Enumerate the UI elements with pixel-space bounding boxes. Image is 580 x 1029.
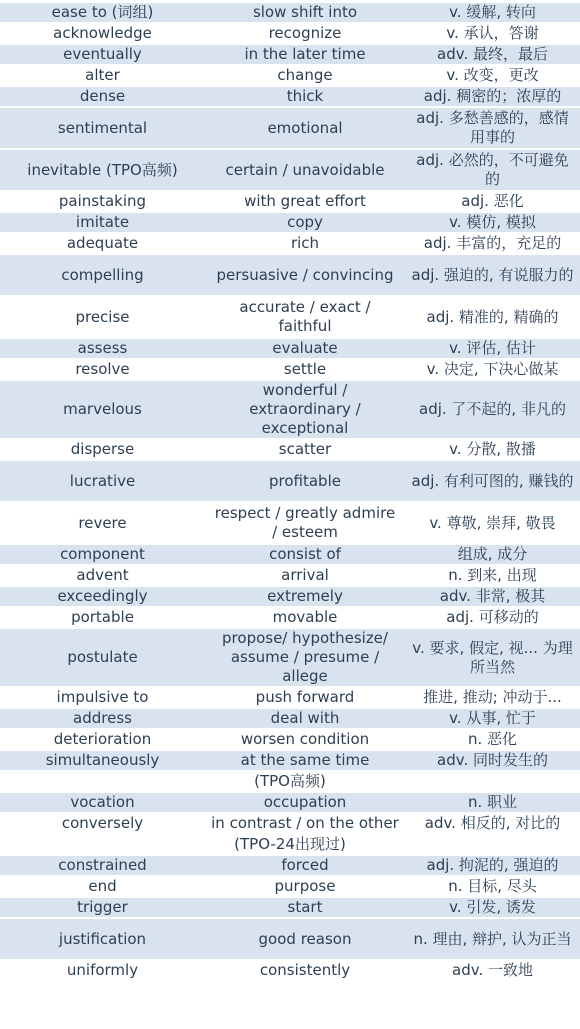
definition-cell: adj. 稠密的；浓厚的 <box>405 87 580 106</box>
word-cell: address <box>0 709 205 728</box>
definition-cell: adj. 精准的, 精确的 <box>405 297 580 337</box>
table-row <box>0 688 580 707</box>
word-cell: precise <box>0 297 205 337</box>
word-cell: justification <box>0 919 205 959</box>
note-row <box>0 772 580 791</box>
table-row <box>0 234 580 253</box>
word-cell: trigger <box>0 898 205 917</box>
synonym-cell: at the same time <box>205 751 405 770</box>
synonym-cell: respect / greatly admire / esteem <box>205 503 405 543</box>
definition-cell: v. 尊敬, 崇拜, 敬畏 <box>405 503 580 543</box>
definition-cell: 组成, 成分 <box>405 545 580 564</box>
definition-cell: v. 决定, 下决心做某 <box>405 360 580 379</box>
synonym-cell: worsen condition <box>205 730 405 749</box>
table-row <box>0 566 580 585</box>
word-cell: resolve <box>0 360 205 379</box>
table-row <box>0 66 580 85</box>
definition-cell: v. 要求, 假定, 视... 为理所当然 <box>405 629 580 686</box>
synonym-cell: consistently <box>205 961 405 980</box>
definition-cell: v. 评估, 估计 <box>405 339 580 358</box>
word-cell: eventually <box>0 45 205 64</box>
table-row <box>0 961 580 980</box>
table-row <box>0 213 580 232</box>
table-row <box>0 440 580 459</box>
definition-cell: adv. 非常, 极其 <box>405 587 580 606</box>
synonym-cell: arrival <box>205 566 405 585</box>
word-cell: constrained <box>0 856 205 875</box>
table-row <box>0 87 580 106</box>
table-row <box>0 461 580 501</box>
word-cell: assess <box>0 339 205 358</box>
synonym-cell: scatter <box>205 440 405 459</box>
synonym-cell: evaluate <box>205 339 405 358</box>
table-row <box>0 730 580 749</box>
word-cell: disperse <box>0 440 205 459</box>
definition-cell: n. 理由, 辩护, 认为正当 <box>405 919 580 959</box>
synonym-cell: push forward <box>205 688 405 707</box>
synonym-cell: forced <box>205 856 405 875</box>
definition-cell: adv. 相反的, 对比的 <box>405 814 580 833</box>
table-row <box>0 587 580 606</box>
table-row <box>0 709 580 728</box>
definition-cell: adv. 最终，最后 <box>405 45 580 64</box>
synonym-cell: recognize <box>205 24 405 43</box>
note-row <box>0 835 580 854</box>
word-cell: uniformly <box>0 961 205 980</box>
vocabulary-table-body <box>0 3 580 980</box>
table-row <box>0 814 580 833</box>
definition-cell: adj. 丰富的，充足的 <box>405 234 580 253</box>
table-row <box>0 608 580 627</box>
definition-cell: adj. 了不起的, 非凡的 <box>405 381 580 438</box>
table-row <box>0 255 580 295</box>
word-cell: revere <box>0 503 205 543</box>
synonym-cell: accurate / exact / faithful <box>205 297 405 337</box>
table-row <box>0 150 580 190</box>
table-row <box>0 793 580 812</box>
definition-cell: v. 引发, 诱发 <box>405 898 580 917</box>
synonym-cell: copy <box>205 213 405 232</box>
synonym-cell: profitable <box>205 461 405 501</box>
definition-cell: adj. 必然的，不可避免的 <box>405 150 580 190</box>
definition-cell: v. 缓解, 转向 <box>405 3 580 22</box>
definition-cell: adj. 可移动的 <box>405 608 580 627</box>
table-row <box>0 360 580 379</box>
row-note: (TPO-24出现过) <box>0 835 580 854</box>
synonym-cell: change <box>205 66 405 85</box>
definition-cell: v. 分散, 散播 <box>405 440 580 459</box>
word-cell: impulsive to <box>0 688 205 707</box>
synonym-cell: extremely <box>205 587 405 606</box>
word-cell: vocation <box>0 793 205 812</box>
table-row <box>0 877 580 896</box>
table-row <box>0 108 580 148</box>
word-cell: portable <box>0 608 205 627</box>
word-cell: marvelous <box>0 381 205 438</box>
synonym-cell: emotional <box>205 108 405 148</box>
definition-cell: v. 模仿, 模拟 <box>405 213 580 232</box>
definition-cell: n. 目标, 尽头 <box>405 877 580 896</box>
table-row <box>0 545 580 564</box>
row-note: (TPO高频) <box>0 772 580 791</box>
synonym-cell: rich <box>205 234 405 253</box>
synonym-cell: start <box>205 898 405 917</box>
word-cell: conversely <box>0 814 205 833</box>
table-row <box>0 629 580 686</box>
definition-cell: n. 职业 <box>405 793 580 812</box>
definition-cell: adj. 拘泥的, 强迫的 <box>405 856 580 875</box>
synonym-cell: occupation <box>205 793 405 812</box>
word-cell: inevitable (TPO高频) <box>0 150 205 190</box>
definition-cell: 推进, 推动; 冲动于... <box>405 688 580 707</box>
definition-cell: adj. 有利可图的, 赚钱的 <box>405 461 580 501</box>
word-cell: dense <box>0 87 205 106</box>
word-cell: postulate <box>0 629 205 686</box>
synonym-cell: deal with <box>205 709 405 728</box>
word-cell: end <box>0 877 205 896</box>
definition-cell: adj. 强迫的, 有说服力的 <box>405 255 580 295</box>
synonym-cell: slow shift into <box>205 3 405 22</box>
word-cell: component <box>0 545 205 564</box>
synonym-cell: in the later time <box>205 45 405 64</box>
definition-cell: n. 恶化 <box>405 730 580 749</box>
table-row <box>0 751 580 770</box>
synonym-cell: purpose <box>205 877 405 896</box>
table-row <box>0 381 580 438</box>
definition-cell: v. 改变，更改 <box>405 66 580 85</box>
word-cell: exceedingly <box>0 587 205 606</box>
table-row <box>0 24 580 43</box>
table-row <box>0 339 580 358</box>
definition-cell: v. 从事, 忙于 <box>405 709 580 728</box>
synonym-cell: propose/ hypothesize/ assume / presume / allege <box>205 629 405 686</box>
vocabulary-table <box>0 1 580 982</box>
synonym-cell: thick <box>205 87 405 106</box>
word-cell: advent <box>0 566 205 585</box>
synonym-cell: in contrast / on the other <box>205 814 405 833</box>
definition-cell: adj. 多愁善感的，感情用事的 <box>405 108 580 148</box>
table-row <box>0 192 580 211</box>
definition-cell: adj. 恶化 <box>405 192 580 211</box>
table-row <box>0 919 580 959</box>
word-cell: adequate <box>0 234 205 253</box>
word-cell: compelling <box>0 255 205 295</box>
table-row <box>0 297 580 337</box>
synonym-cell: movable <box>205 608 405 627</box>
synonym-cell: consist of <box>205 545 405 564</box>
table-row <box>0 898 580 917</box>
word-cell: lucrative <box>0 461 205 501</box>
synonym-cell: certain / unavoidable <box>205 150 405 190</box>
definition-cell: v. 承认，答谢 <box>405 24 580 43</box>
word-cell: painstaking <box>0 192 205 211</box>
synonym-cell: persuasive / convincing <box>205 255 405 295</box>
word-cell: simultaneously <box>0 751 205 770</box>
table-row <box>0 3 580 22</box>
definition-cell: adv. 同时发生的 <box>405 751 580 770</box>
synonym-cell: good reason <box>205 919 405 959</box>
definition-cell: adv. 一致地 <box>405 961 580 980</box>
definition-cell: n. 到来, 出现 <box>405 566 580 585</box>
word-cell: acknowledge <box>0 24 205 43</box>
table-row <box>0 45 580 64</box>
word-cell: alter <box>0 66 205 85</box>
word-cell: deterioration <box>0 730 205 749</box>
synonym-cell: wonderful / extraordinary / exceptional <box>205 381 405 438</box>
synonym-cell: with great effort <box>205 192 405 211</box>
synonym-cell: settle <box>205 360 405 379</box>
table-row <box>0 856 580 875</box>
table-row <box>0 503 580 543</box>
word-cell: sentimental <box>0 108 205 148</box>
word-cell: ease to (词组) <box>0 3 205 22</box>
word-cell: imitate <box>0 213 205 232</box>
